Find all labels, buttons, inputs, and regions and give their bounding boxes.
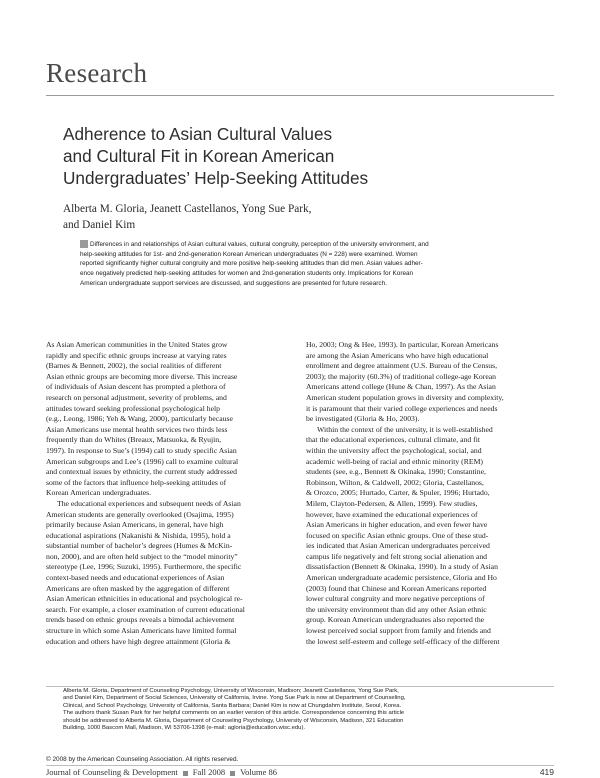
abstract (80, 240, 556, 289)
body-line: lowest perceived social support from family and friends and (306, 626, 491, 636)
body-line: academic well-being of racial and ethnic minority (REM) (306, 456, 483, 466)
body-line: Ho, 2003; Ong & Hee, 1993). In particular, Korean Americans (306, 340, 499, 349)
body-line: structure in which some Asian Americans have limited formal (46, 626, 237, 636)
body-line: focused on specific Asian ethnic groups. One of these stud- (306, 530, 489, 540)
abstract-line: help-seeking attitudes for 1st- and 2nd-generation Korean American undergraduates (N = 228) were examined. Women (80, 250, 418, 258)
body-line: attitudes toward seeking professional psychological help (46, 403, 220, 413)
body-line: lower cultural congruity and more negative perceptions of (306, 594, 485, 604)
body-line: substantial number of bachelor’s degrees (Humes & McKin- (46, 541, 233, 551)
body-line: students (see, e.g., Bennett & Okinaka, 1990; Constantine, (306, 467, 486, 477)
body-line: within the university affect the psychological, social, and (306, 445, 482, 455)
body-line: Americans attend college (Hune & Chan, 1997). As the Asian (306, 382, 496, 392)
body-line: and contextual issues by ethnicity, the current study addressed (46, 467, 237, 477)
heading-rule (46, 95, 554, 96)
body-line: American undergraduate academic persistence, Gloria and Ho (306, 573, 497, 583)
journal-issue: Fall 2008 (192, 767, 226, 777)
body-line: ies indicated that Asian American undergraduates perceived (306, 541, 490, 551)
body-column-left (46, 340, 294, 647)
body-line: Asian American ethnicities in educational and psychological re- (46, 594, 243, 604)
body-line: 1997). In response to Sue’s (1994) call to study specific Asian (46, 445, 237, 455)
body-line: & Orozco, 2005; Hurtado, Carter, & Spuler, 1996; Hurtado, (306, 488, 490, 498)
abstract-line: Differences in and relationships of Asian cultural values, cultural congruity, perception of the university environment, and (90, 241, 429, 248)
abstract-line: ence negatively predicted help-seeking attitudes for women and 2nd-generation students only. Implications for Korean (80, 270, 414, 278)
body-line: be investigated (Gloria & Ho, 2003). (306, 414, 420, 424)
footnote-line: Clinical, and School Psychology, University of California, Santa Barbara; Daniel Kim is now at Chungdahm Institute, Seoul, Korea. (63, 702, 402, 709)
body-line: Americans are often masked by the aggregation of different (46, 583, 230, 593)
body-line: stereotype (Lee, 1996; Suzuki, 1995). Furthermore, the specific (46, 562, 242, 572)
body-line: Asian Americans in higher education, and even fewer have (306, 520, 488, 530)
section-heading: Research (46, 58, 148, 88)
footnote-line: Building, 1000 Bascom Mall, Madison, WI 53706-1398 (e-mail: agloria@education.wisc.edu). (63, 725, 306, 732)
body-line: rapidly and specific ethnic groups increase at varying rates (46, 350, 227, 360)
body-line: (Barnes & Bennett, 2002), the social realities of different (46, 361, 222, 371)
body-line: trends based on ethnic groups reveals a bimodal achievement (46, 615, 235, 625)
body-line: that the educational experiences, cultural climate, and fit (306, 435, 480, 445)
body-line: the lowest self-esteem and college self-efficacy of the different (306, 636, 500, 646)
title-line: Adherence to Asian Cultural Values (63, 124, 333, 144)
body-line: As Asian American communities in the United States grow (46, 340, 228, 349)
abstract-line: American undergraduate support services are discussed, and suggestions are presented for future research. (80, 279, 387, 287)
journal-name: Journal of Counseling & Development (46, 767, 178, 777)
body-line: Robinson, Wilton, & Caldwell, 2002; Gloria, Castellanos, (306, 477, 484, 487)
body-line: enrollment and degree attainment (U.S. Bureau of the Census, (306, 361, 498, 371)
body-line: group. Korean American undergraduates also reported the (306, 615, 485, 625)
body-line: 2003); the majority (60.3%) of traditional college-age Korean (306, 371, 496, 381)
body-line: The educational experiences and subsequent needs of Asian (57, 498, 241, 508)
author-line: and Daniel Kim (63, 219, 136, 231)
body-line: Asian ethnic groups are becoming more diverse. This increase (46, 371, 238, 381)
page-number: 419 (539, 767, 554, 777)
body-line: are among the Asian Americans who have high educational (306, 350, 489, 360)
footnote-rule (46, 686, 554, 687)
author-list (63, 201, 312, 233)
body-line: context-based needs and educational experiences of Asian (46, 573, 225, 583)
journal-footer (46, 767, 277, 777)
body-line: (2003) found that Chinese and Korean Americans reported (306, 583, 487, 593)
body-line: dissatisfaction (Bennett & Okinaka, 1990). In a study of Asian (306, 562, 498, 572)
body-line: Korean American undergraduates. (46, 488, 152, 498)
footnote-line: Alberta M. Gloria, Department of Counseling Psychology, University of Wisconsin, Madison; Jeanett Castellanos, Yong Sue Park, (63, 688, 399, 694)
abstract-line: reported significantly higher cultural congruity and more positive help-seeking attitudes than did men. Asian values adher- (80, 260, 423, 268)
footnote-line: The authors thank Susan Park for her helpful comments on an earlier version of this article. Correspondence concerning this article (63, 710, 405, 717)
body-line: frequently than do Whites (Breaux, Matsuoka, & Ryujin, (46, 435, 222, 445)
separator-square (183, 771, 188, 776)
body-line: Milem, Clayton-Pedersen, & Allen, 1999). Few studies, (306, 498, 478, 508)
body-line: primarily because Asian Americans, in general, have high (46, 520, 224, 530)
body-line: however, have examined the educational experiences of (306, 509, 478, 519)
title-line: Undergraduates’ Help-Seeking Attitudes (63, 168, 369, 188)
separator-square (230, 771, 235, 776)
body-line: American subgroups and Lee’s (1996) call to examine cultural (46, 456, 239, 466)
body-line: Within the context of the university, it is well-established (317, 424, 493, 434)
journal-volume: Volume 86 (240, 767, 278, 777)
body-line: it is paramount that their varied college experiences and needs (306, 403, 498, 413)
body-line: American students are generally overlooked (Osajima, 1995) (46, 509, 234, 519)
footnote-line: should be addressed to Alberta M. Gloria, Department of Counseling Psychology, University of Wisconsin, Madison, 321 Education (63, 717, 404, 724)
author-note (63, 688, 553, 732)
author-line: Alberta M. Gloria, Jeanett Castellanos, Yong Sue Park, (63, 203, 312, 215)
copyright-notice: © 2008 by the American Counseling Association. All rights reserved. (46, 756, 239, 763)
body-line: American student population grows in diversity and complexity, (306, 392, 504, 402)
title-line: and Cultural Fit in Korean American (63, 146, 335, 166)
body-line: (e.g., Leong, 1986; Yeh & Wang, 2000), particularly because (46, 414, 233, 424)
footnote-line: and Daniel Kim, Department of Social Sciences, University of California, Irvine. Yong Sue Park is now at Department of Counseling, (63, 695, 406, 702)
body-line: the university environment than did any other Asian ethnic (306, 604, 487, 614)
body-line: education and others have high degree attainment (Gloria & (46, 636, 231, 646)
body-line: Asian Americans use mental health services two thirds less (46, 424, 228, 434)
body-line: campus life negatively and felt strong social alienation and (306, 551, 488, 561)
article-title (63, 123, 533, 189)
body-column-right (306, 340, 554, 647)
body-line: research on personal adjustment, severity of problems, and (46, 392, 227, 402)
footer-rule (46, 765, 554, 766)
body-line: search. For example, a closer examination of current educational (46, 604, 245, 614)
body-line: non, 2000), and are often held subject to the “model minority” (46, 551, 238, 561)
body-line: educational aspirations (Nakanishi & Nishida, 1995), hold a (46, 530, 231, 540)
body-line: some of the factors that influence help-seeking attitudes of (46, 477, 227, 487)
body-line: of individuals of Asian descent has prompted a plethora of (46, 382, 226, 392)
